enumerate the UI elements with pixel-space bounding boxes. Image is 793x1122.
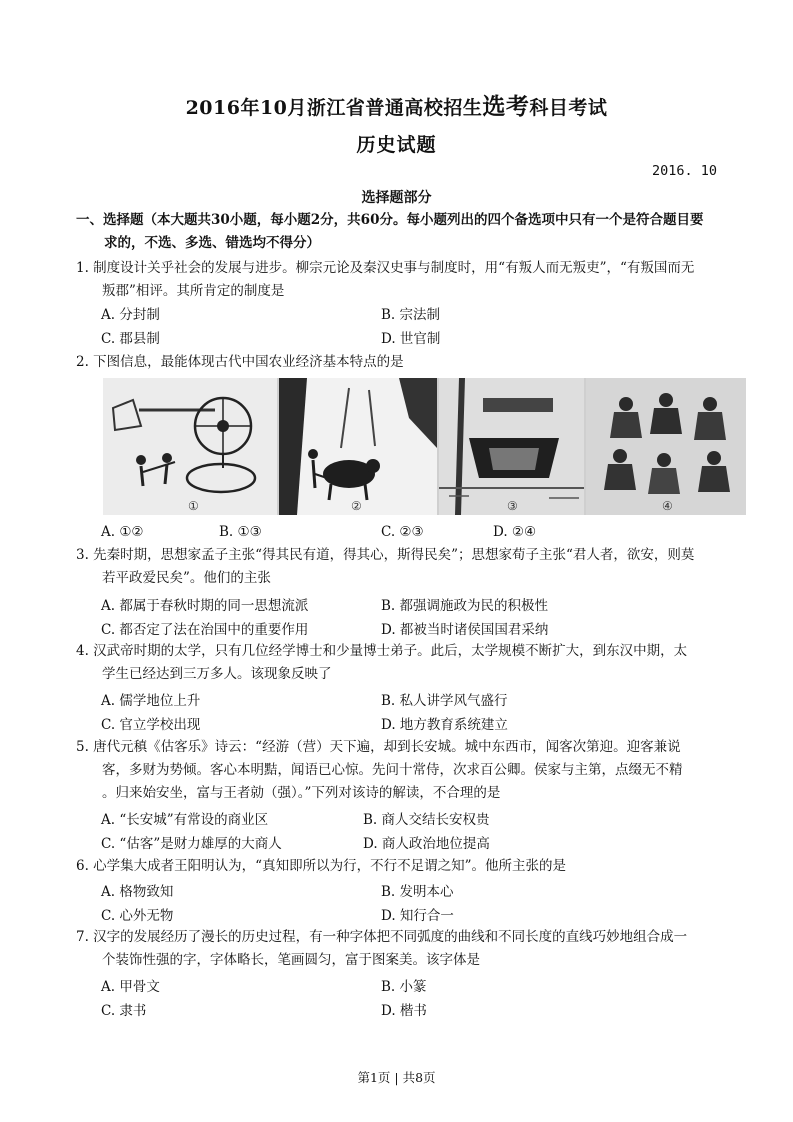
option-a[interactable]: A. 都属于春秋时期的同一思想流派 — [101, 598, 309, 614]
option-d[interactable]: D. 商人政治地位提高 — [363, 836, 490, 852]
option-b[interactable]: B. 发明本心 — [381, 884, 454, 900]
question-5: 5. 唐代元稹《估客乐》诗云：“经游（营）天下遍，却到长安城。城中东西市，闻客次第迎。迎客兼说 客，多财为势倾。客心本明黠，闻语已心惊。先问十常侍，次求百公卿。侯家与主第，点缀无不精 。归来始安坐，富与王者勍（强）。”下列对该诗的解读，不合理的是 — [76, 739, 683, 801]
option-d[interactable]: D. 都被当时诸侯国国君采纳 — [381, 622, 549, 638]
option-d[interactable]: D. 知行合一 — [381, 908, 454, 924]
scholars-illustration — [586, 378, 746, 515]
question-6: 6. 心学集大成者王阳明认为，“真知即所以为行，不行不足谓之知”。他所主张的是 — [76, 858, 566, 874]
workshop-illustration — [439, 378, 584, 515]
section-instructions: 一、选择题（本大题共30小题，每小题2分，共60分。每小题列出的四个备选项中只有一个是符合题目要 求的，不选、多选、错选均不得分） — [76, 212, 704, 251]
option-d[interactable]: D. ②④ — [493, 524, 537, 540]
question-1: 1. 制度设计关乎社会的发展与进步。柳宗元论及秦汉史事与制度时，用“有叛人而无叛吏”，“有叛国而无 叛郡”相评。其所肯定的制度是 — [76, 260, 695, 299]
page-footer: 第1页 | 共8页 — [357, 1070, 436, 1085]
subject-title: 历史试题 — [356, 134, 437, 156]
option-c[interactable]: C. 都否定了法在治国中的重要作用 — [101, 622, 309, 638]
figure-label-3: ③ — [507, 499, 518, 513]
option-b[interactable]: B. ①③ — [219, 524, 262, 540]
question-7: 7. 汉字的发展经历了漫长的历史过程，有一种字体把不同弧度的曲线和不同长度的直线巧妙地组合成一 个装饰性强的字，字体略长，笔画圆匀，富于图案美。该字体是 — [76, 929, 688, 968]
option-a[interactable]: A. 儒学地位上升 — [101, 693, 201, 709]
irrigation-illustration — [103, 378, 277, 515]
option-c[interactable]: C. 郡县制 — [101, 331, 160, 347]
option-d[interactable]: D. 世官制 — [381, 331, 441, 347]
option-d[interactable]: D. 地方教育系统建立 — [381, 717, 508, 733]
option-a[interactable]: A. 分封制 — [101, 307, 160, 323]
option-a[interactable]: A. ①② — [101, 524, 144, 540]
option-b[interactable]: B. 小篆 — [381, 979, 427, 995]
question-2-figure — [103, 378, 746, 515]
exam-date: 2016. 10 — [651, 163, 717, 179]
option-c[interactable]: C. “估客”是财力雄厚的大商人 — [101, 836, 282, 852]
figure-label-2: ② — [351, 499, 362, 513]
option-c[interactable]: C. 官立学校出现 — [101, 717, 201, 733]
figure-label-4: ④ — [662, 499, 673, 513]
option-c[interactable]: C. 隶书 — [101, 1003, 147, 1019]
figure-panel-4 — [586, 378, 746, 515]
option-a[interactable]: A. 格物致知 — [101, 884, 174, 900]
figure-label-1: ① — [188, 499, 199, 513]
part-heading: 选择题部分 — [361, 190, 432, 206]
figure-panel-1 — [103, 378, 279, 515]
option-b[interactable]: B. 商人交结长安权贵 — [363, 812, 490, 828]
question-4: 4. 汉武帝时期的太学，只有几位经学博士和少量博士弟子。此后，太学规模不断扩大，到东汉中期，太 学生已经达到三万多人。该现象反映了 — [76, 643, 688, 682]
question-3: 3. 先秦时期，思想家孟子主张“得其民有道，得其心，斯得民矣”；思想家荀子主张“君人者，欲安，则莫 若平政爱民矣”。他们的主张 — [76, 547, 695, 586]
figure-panel-2 — [279, 378, 439, 515]
option-c[interactable]: C. 心外无物 — [101, 908, 174, 924]
question-2: 2. 下图信息，最能体现古代中国农业经济基本特点的是 — [76, 354, 404, 370]
option-a[interactable]: A. “长安城”有常设的商业区 — [101, 812, 269, 828]
exam-title: 2016年10月浙江省普通高校招生选考科目考试 — [185, 93, 608, 120]
ox-plowing-illustration — [279, 378, 437, 515]
figure-panel-3 — [439, 378, 586, 515]
option-d[interactable]: D. 楷书 — [381, 1003, 427, 1019]
option-c[interactable]: C. ②③ — [381, 524, 424, 540]
option-a[interactable]: A. 甲骨文 — [101, 979, 160, 995]
option-b[interactable]: B. 私人讲学风气盛行 — [381, 693, 508, 709]
option-b[interactable]: B. 宗法制 — [381, 307, 441, 323]
option-b[interactable]: B. 都强调施政为民的积极性 — [381, 598, 549, 614]
